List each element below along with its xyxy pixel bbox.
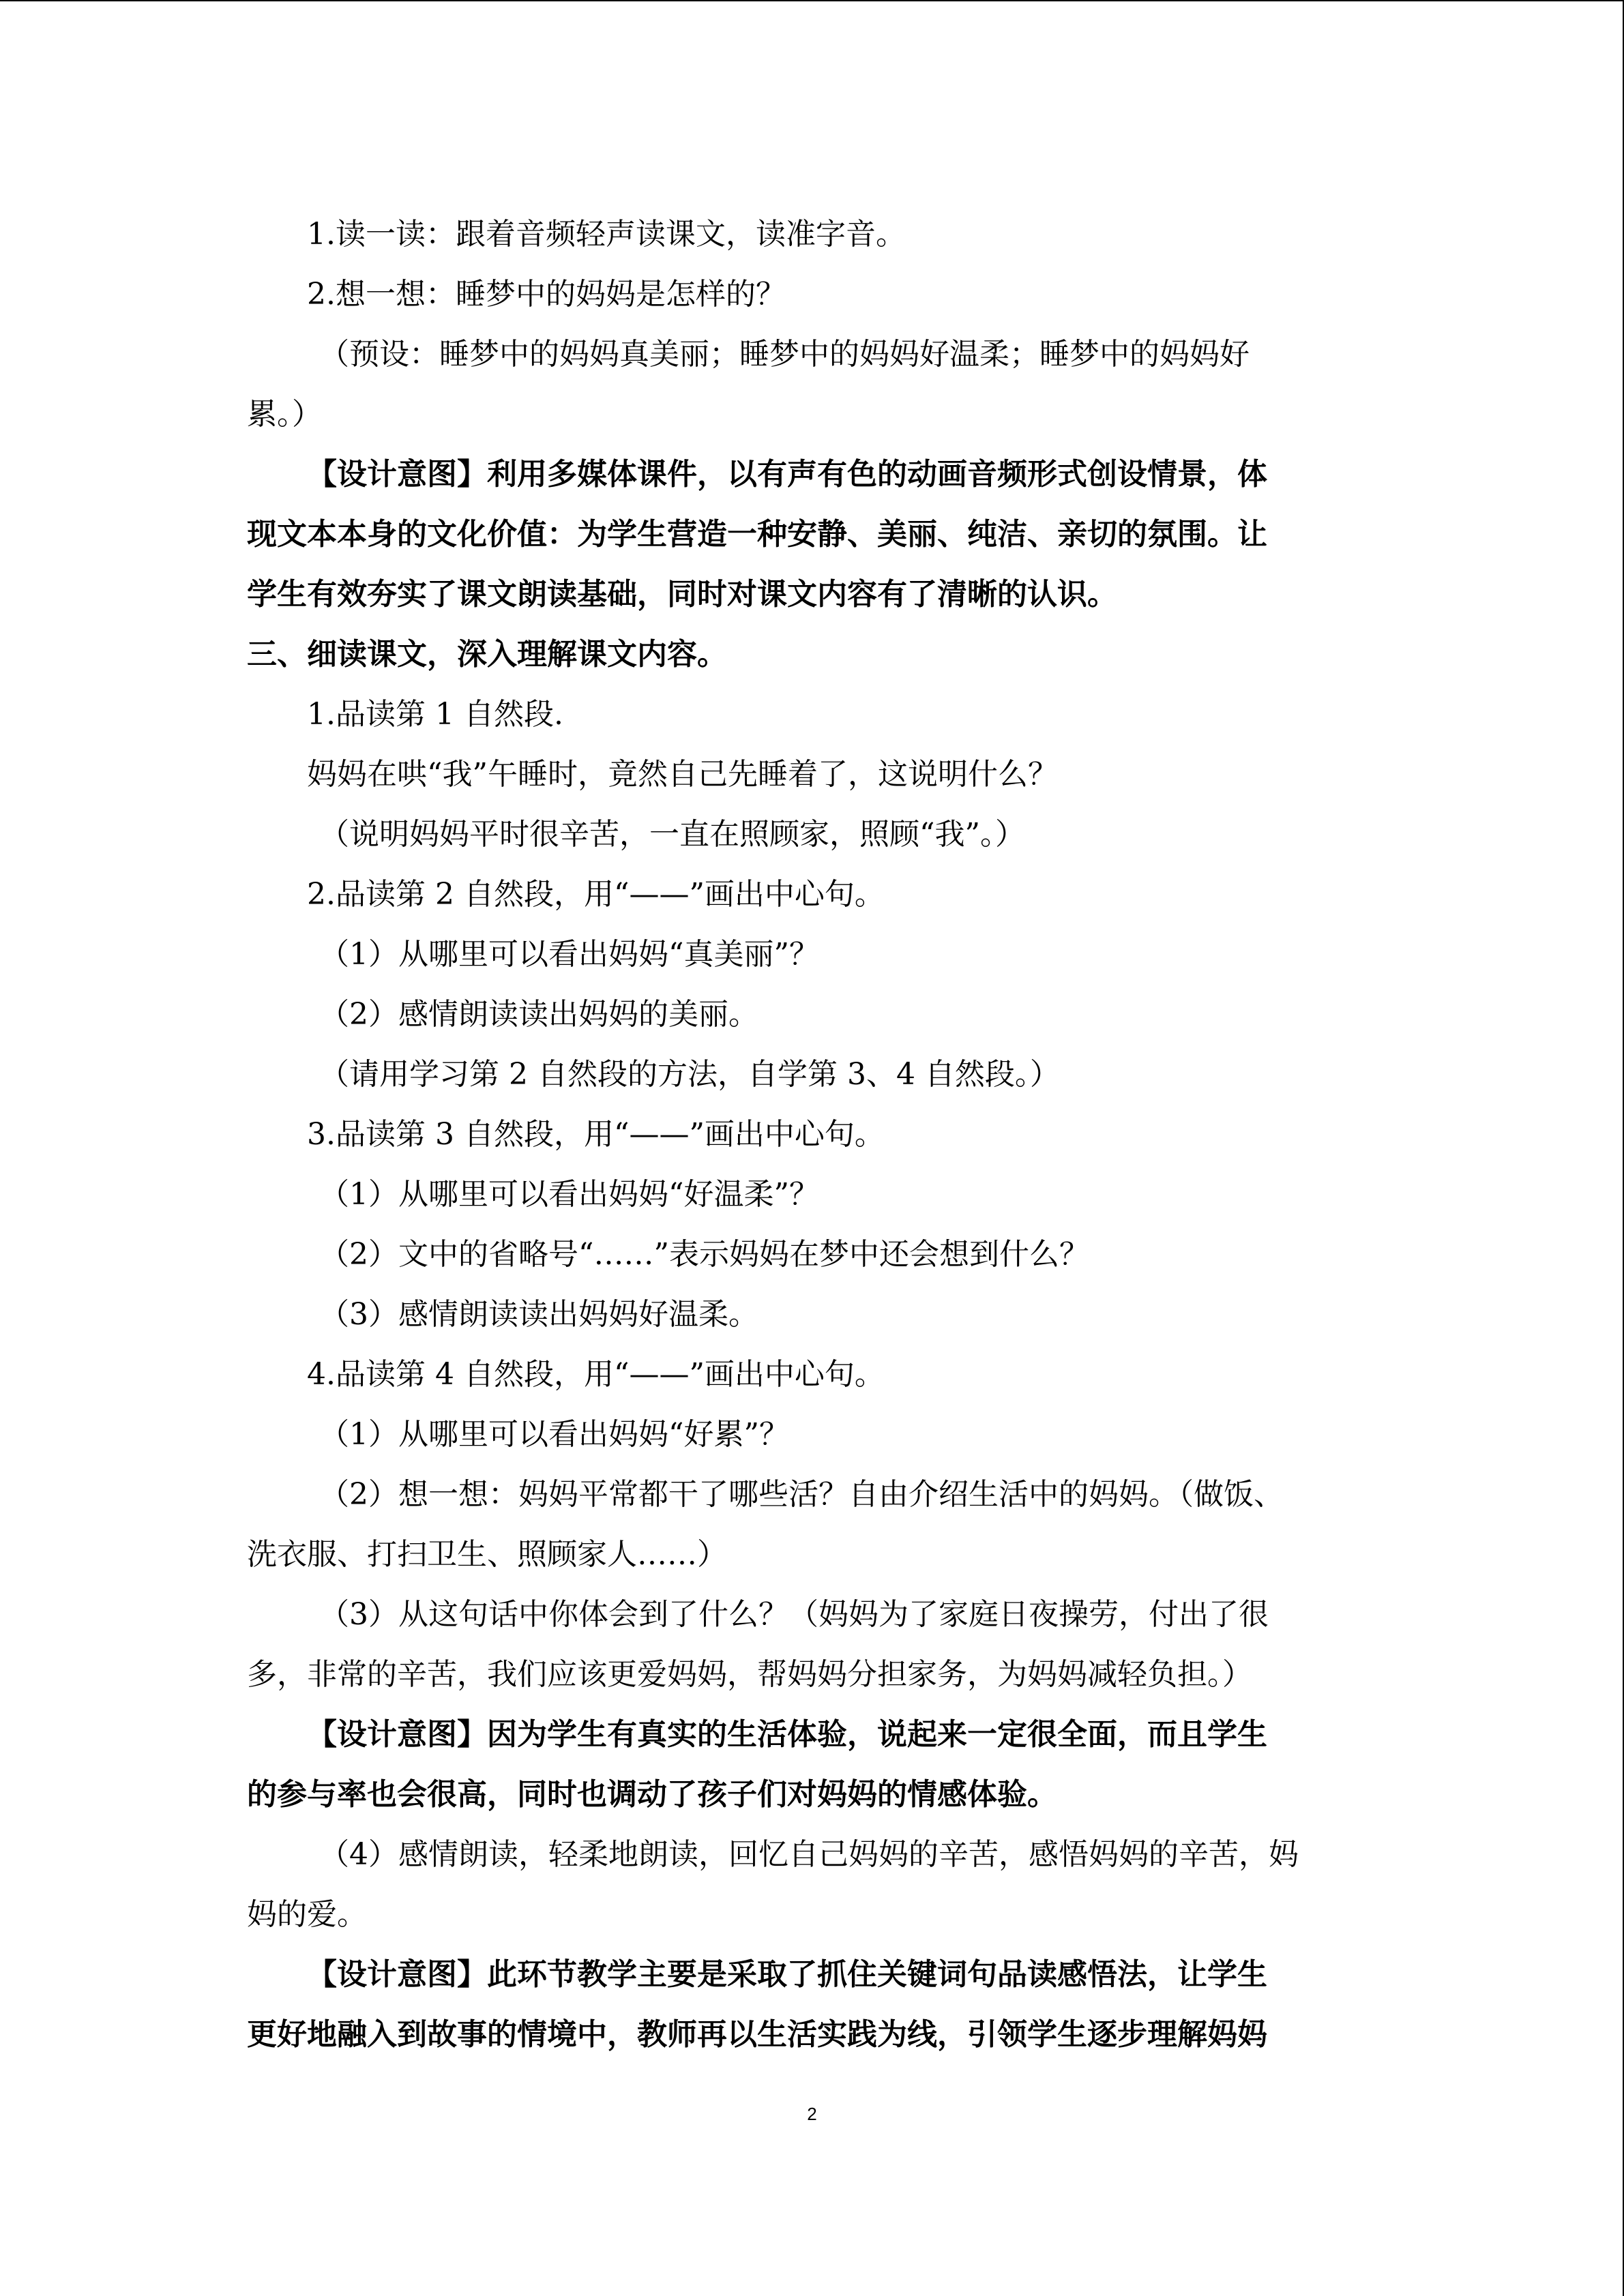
design-intent-1-cont: 学生有效夯实了课文朗读基础，同时对课文内容有了清晰的认识。 [247, 577, 1117, 612]
step-read: 1.读一读：跟着音频轻声读课文，读准字音。 [307, 217, 906, 252]
preset-answer: （预设：睡梦中的妈妈真美丽；睡梦中的妈妈好温柔；睡梦中的妈妈好 [319, 337, 1250, 372]
design-intent-3: 【设计意图】此环节教学主要是采取了抓住关键词句品读感悟法，让学生 [307, 1957, 1267, 1992]
page-number: 2 [807, 2104, 817, 2124]
para4-q4-cont: 妈的爱。 [247, 1897, 367, 1932]
para2-note: （请用学习第 2 自然段的方法，自学第 3、4 自然段。） [319, 1057, 1060, 1092]
step-think: 2.想一想：睡梦中的妈妈是怎样的？ [307, 277, 786, 312]
para1-answer: （说明妈妈平时很辛苦，一直在照顾家，照顾“我”。） [319, 817, 1025, 852]
para2-q1: （1）从哪里可以看出妈妈“真美丽”？ [319, 937, 819, 972]
para3-heading: 3.品读第 3 自然段，用“——”画出中心句。 [307, 1117, 885, 1152]
para4-q2: （2）想一想：妈妈平常都干了哪些活？自由介绍生活中的妈妈。（做饭、 [319, 1477, 1284, 1512]
para2-heading: 2.品读第 2 自然段，用“——”画出中心句。 [307, 877, 885, 912]
design-intent-2: 【设计意图】因为学生有真实的生活体验，说起来一定很全面，而且学生 [307, 1717, 1267, 1752]
para4-q3-cont: 多，非常的辛苦，我们应该更爱妈妈，帮妈妈分担家务，为妈妈减轻负担。） [247, 1657, 1252, 1692]
design-intent-1: 【设计意图】利用多媒体课件，以有声有色的动画音频形式创设情景，体 [307, 457, 1267, 492]
design-intent-2-cont: 的参与率也会很高，同时也调动了孩子们对妈妈的情感体验。 [247, 1777, 1057, 1812]
para4-q1: （1）从哪里可以看出妈妈“好累”？ [319, 1417, 789, 1452]
para3-q2: （2）文中的省略号“……”表示妈妈在梦中还会想到什么？ [319, 1237, 1089, 1272]
section-heading-3: 三、细读课文，深入理解课文内容。 [247, 637, 727, 672]
design-intent-1-cont: 现文本本身的文化价值：为学生营造一种安静、美丽、纯洁、亲切的氛围。让 [247, 517, 1267, 552]
preset-answer-cont: 累。） [247, 397, 322, 432]
para4-q2-cont: 洗衣服、打扫卫生、照顾家人……） [247, 1537, 727, 1572]
para3-q1: （1）从哪里可以看出妈妈“好温柔”？ [319, 1177, 819, 1212]
para2-q2: （2）感情朗读读出妈妈的美丽。 [319, 997, 758, 1032]
para4-heading: 4.品读第 4 自然段，用“——”画出中心句。 [307, 1357, 885, 1392]
page-border-top [0, 0, 1624, 1]
para1-question: 妈妈在哄“我”午睡时，竟然自己先睡着了，这说明什么？ [307, 757, 1058, 792]
para4-q3: （3）从这句话中你体会到了什么？（妈妈为了家庭日夜操劳，付出了很 [319, 1597, 1269, 1632]
document-body [247, 205, 1379, 2065]
para4-q4: （4）感情朗读，轻柔地朗读，回忆自己妈妈的辛苦，感悟妈妈的辛苦，妈 [319, 1837, 1299, 1872]
para3-q3: （3）感情朗读读出妈妈好温柔。 [319, 1297, 758, 1332]
design-intent-3-cont: 更好地融入到故事的情境中，教师再以生活实践为线，引领学生逐步理解妈妈 [247, 2017, 1267, 2052]
para1-heading: 1.品读第 1 自然段. [307, 697, 563, 732]
